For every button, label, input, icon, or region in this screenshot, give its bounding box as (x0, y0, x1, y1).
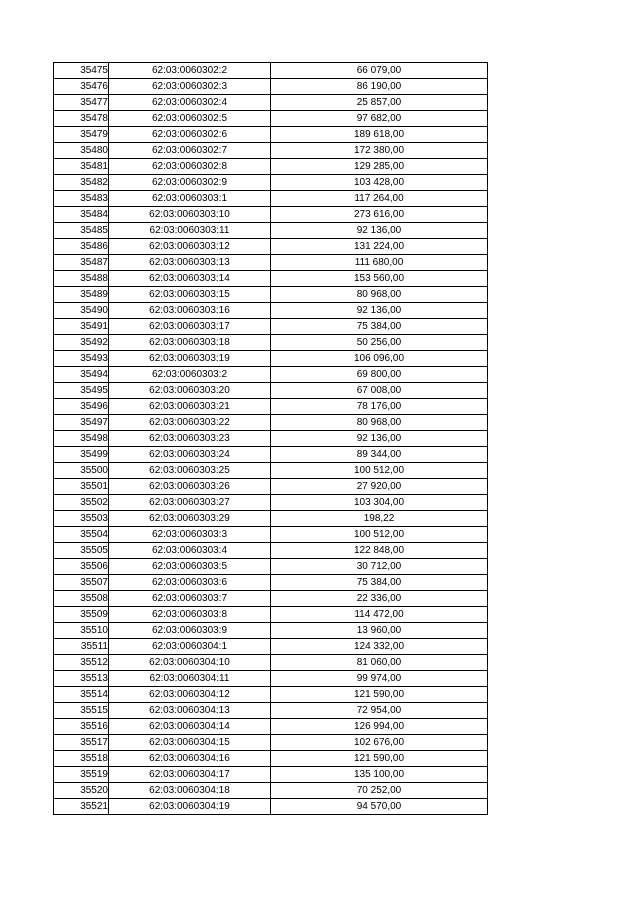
table-row (54, 367, 488, 383)
cadastral-number-cell: 62:03:0060303:9 (109, 623, 271, 639)
cadastral-number-cell: 62:03:0060303:18 (109, 335, 271, 351)
row-number-cell: 35514 (54, 687, 109, 703)
cadastral-number-cell: 62:03:0060304:14 (109, 719, 271, 735)
value-cell: 114 472,00 (271, 607, 488, 623)
cadastral-number-cell: 62:03:0060303:29 (109, 511, 271, 527)
cadastral-number-cell: 62:03:0060303:5 (109, 559, 271, 575)
table-row (54, 463, 488, 479)
cadastral-number-cell: 62:03:0060303:3 (109, 527, 271, 543)
table-row (54, 767, 488, 783)
cadastral-number-cell: 62:03:0060303:22 (109, 415, 271, 431)
table-row (54, 687, 488, 703)
table-row (54, 287, 488, 303)
row-number-cell: 35506 (54, 559, 109, 575)
row-number-cell: 35492 (54, 335, 109, 351)
value-cell: 92 136,00 (271, 303, 488, 319)
cadastral-number-cell: 62:03:0060303:8 (109, 607, 271, 623)
row-number-cell: 35502 (54, 495, 109, 511)
table-row (54, 191, 488, 207)
cadastral-number-cell: 62:03:0060303:21 (109, 399, 271, 415)
value-cell: 81 060,00 (271, 655, 488, 671)
value-cell: 106 096,00 (271, 351, 488, 367)
value-cell: 103 428,00 (271, 175, 488, 191)
table-row (54, 495, 488, 511)
cadastral-number-cell: 62:03:0060303:19 (109, 351, 271, 367)
table-row (54, 399, 488, 415)
cadastral-number-cell: 62:03:0060303:7 (109, 591, 271, 607)
table-row (54, 111, 488, 127)
table-row (54, 175, 488, 191)
row-number-cell: 35498 (54, 431, 109, 447)
value-cell: 30 712,00 (271, 559, 488, 575)
row-number-cell: 35489 (54, 287, 109, 303)
cadastral-number-cell: 62:03:0060302:8 (109, 159, 271, 175)
row-number-cell: 35491 (54, 319, 109, 335)
table-row (54, 127, 488, 143)
row-number-cell: 35478 (54, 111, 109, 127)
cadastral-number-cell: 62:03:0060302:5 (109, 111, 271, 127)
table-row (54, 95, 488, 111)
table-row (54, 799, 488, 815)
row-number-cell: 35510 (54, 623, 109, 639)
value-cell: 100 512,00 (271, 527, 488, 543)
value-cell: 172 380,00 (271, 143, 488, 159)
cadastral-number-cell: 62:03:0060303:11 (109, 223, 271, 239)
table-row (54, 239, 488, 255)
value-cell: 273 616,00 (271, 207, 488, 223)
value-cell: 50 256,00 (271, 335, 488, 351)
table-row (54, 447, 488, 463)
row-number-cell: 35495 (54, 383, 109, 399)
row-number-cell: 35511 (54, 639, 109, 655)
table-row (54, 527, 488, 543)
cadastral-number-cell: 62:03:0060302:6 (109, 127, 271, 143)
table-row (54, 415, 488, 431)
table-row (54, 575, 488, 591)
row-number-cell: 35512 (54, 655, 109, 671)
cadastral-number-cell: 62:03:0060304:16 (109, 751, 271, 767)
value-cell: 75 384,00 (271, 319, 488, 335)
table-row (54, 207, 488, 223)
table-row (54, 671, 488, 687)
table-row (54, 511, 488, 527)
cadastral-number-cell: 62:03:0060303:13 (109, 255, 271, 271)
row-number-cell: 35515 (54, 703, 109, 719)
value-cell: 86 190,00 (271, 79, 488, 95)
value-cell: 121 590,00 (271, 687, 488, 703)
value-cell: 121 590,00 (271, 751, 488, 767)
row-number-cell: 35475 (54, 63, 109, 79)
row-number-cell: 35488 (54, 271, 109, 287)
table-row (54, 255, 488, 271)
row-number-cell: 35503 (54, 511, 109, 527)
value-cell: 67 008,00 (271, 383, 488, 399)
cadastral-number-cell: 62:03:0060302:3 (109, 79, 271, 95)
row-number-cell: 35493 (54, 351, 109, 367)
table-row (54, 543, 488, 559)
row-number-cell: 35477 (54, 95, 109, 111)
table-row (54, 559, 488, 575)
cadastral-number-cell: 62:03:0060304:11 (109, 671, 271, 687)
value-cell: 25 857,00 (271, 95, 488, 111)
row-number-cell: 35487 (54, 255, 109, 271)
cadastral-number-cell: 62:03:0060303:4 (109, 543, 271, 559)
row-number-cell: 35516 (54, 719, 109, 735)
value-cell: 111 680,00 (271, 255, 488, 271)
cadastral-number-cell: 62:03:0060303:23 (109, 431, 271, 447)
table-row (54, 479, 488, 495)
table-row (54, 319, 488, 335)
table-row (54, 383, 488, 399)
row-number-cell: 35484 (54, 207, 109, 223)
table-row (54, 607, 488, 623)
row-number-cell: 35513 (54, 671, 109, 687)
value-cell: 100 512,00 (271, 463, 488, 479)
row-number-cell: 35481 (54, 159, 109, 175)
row-number-cell: 35490 (54, 303, 109, 319)
cadastral-number-cell: 62:03:0060303:2 (109, 367, 271, 383)
value-cell: 89 344,00 (271, 447, 488, 463)
cadastral-number-cell: 62:03:0060303:6 (109, 575, 271, 591)
value-cell: 94 570,00 (271, 799, 488, 815)
row-number-cell: 35479 (54, 127, 109, 143)
row-number-cell: 35483 (54, 191, 109, 207)
cadastral-number-cell: 62:03:0060302:2 (109, 63, 271, 79)
value-cell: 13 960,00 (271, 623, 488, 639)
table-row (54, 143, 488, 159)
table-row (54, 303, 488, 319)
cadastral-number-cell: 62:03:0060303:17 (109, 319, 271, 335)
cadastral-number-cell: 62:03:0060304:10 (109, 655, 271, 671)
cadastral-number-cell: 62:03:0060304:12 (109, 687, 271, 703)
cadastral-number-cell: 62:03:0060304:1 (109, 639, 271, 655)
row-number-cell: 35480 (54, 143, 109, 159)
row-number-cell: 35518 (54, 751, 109, 767)
document-page (53, 62, 487, 815)
cadastral-number-cell: 62:03:0060303:1 (109, 191, 271, 207)
table-row (54, 335, 488, 351)
value-cell: 27 920,00 (271, 479, 488, 495)
table-row (54, 159, 488, 175)
value-cell: 99 974,00 (271, 671, 488, 687)
table-row (54, 63, 488, 79)
row-number-cell: 35496 (54, 399, 109, 415)
row-number-cell: 35509 (54, 607, 109, 623)
value-cell: 198,22 (271, 511, 488, 527)
row-number-cell: 35501 (54, 479, 109, 495)
value-cell: 117 264,00 (271, 191, 488, 207)
value-cell: 97 682,00 (271, 111, 488, 127)
value-cell: 103 304,00 (271, 495, 488, 511)
cadastral-number-cell: 62:03:0060302:4 (109, 95, 271, 111)
value-cell: 78 176,00 (271, 399, 488, 415)
table-row (54, 751, 488, 767)
value-cell: 135 100,00 (271, 767, 488, 783)
table-row (54, 655, 488, 671)
row-number-cell: 35504 (54, 527, 109, 543)
table-row (54, 223, 488, 239)
cadastral-number-cell: 62:03:0060302:9 (109, 175, 271, 191)
table-body (54, 63, 488, 815)
table-row (54, 719, 488, 735)
row-number-cell: 35521 (54, 799, 109, 815)
table-row (54, 79, 488, 95)
cadastral-number-cell: 62:03:0060303:12 (109, 239, 271, 255)
table-row (54, 623, 488, 639)
value-cell: 69 800,00 (271, 367, 488, 383)
cadastral-number-cell: 62:03:0060303:26 (109, 479, 271, 495)
cadastral-value-table (53, 62, 488, 815)
row-number-cell: 35476 (54, 79, 109, 95)
value-cell: 126 994,00 (271, 719, 488, 735)
row-number-cell: 35500 (54, 463, 109, 479)
row-number-cell: 35499 (54, 447, 109, 463)
value-cell: 124 332,00 (271, 639, 488, 655)
row-number-cell: 35485 (54, 223, 109, 239)
cadastral-number-cell: 62:03:0060303:16 (109, 303, 271, 319)
row-number-cell: 35520 (54, 783, 109, 799)
cadastral-number-cell: 62:03:0060304:18 (109, 783, 271, 799)
value-cell: 80 968,00 (271, 287, 488, 303)
value-cell: 80 968,00 (271, 415, 488, 431)
row-number-cell: 35497 (54, 415, 109, 431)
table-row (54, 639, 488, 655)
value-cell: 122 848,00 (271, 543, 488, 559)
row-number-cell: 35482 (54, 175, 109, 191)
cadastral-number-cell: 62:03:0060304:13 (109, 703, 271, 719)
row-number-cell: 35519 (54, 767, 109, 783)
table-row (54, 591, 488, 607)
row-number-cell: 35486 (54, 239, 109, 255)
cadastral-number-cell: 62:03:0060302:7 (109, 143, 271, 159)
value-cell: 72 954,00 (271, 703, 488, 719)
value-cell: 189 618,00 (271, 127, 488, 143)
cadastral-number-cell: 62:03:0060303:15 (109, 287, 271, 303)
value-cell: 70 252,00 (271, 783, 488, 799)
row-number-cell: 35505 (54, 543, 109, 559)
cadastral-number-cell: 62:03:0060303:24 (109, 447, 271, 463)
cadastral-number-cell: 62:03:0060303:20 (109, 383, 271, 399)
cadastral-number-cell: 62:03:0060304:17 (109, 767, 271, 783)
value-cell: 92 136,00 (271, 431, 488, 447)
cadastral-number-cell: 62:03:0060303:14 (109, 271, 271, 287)
value-cell: 131 224,00 (271, 239, 488, 255)
row-number-cell: 35508 (54, 591, 109, 607)
value-cell: 22 336,00 (271, 591, 488, 607)
value-cell: 153 560,00 (271, 271, 488, 287)
table-row (54, 735, 488, 751)
row-number-cell: 35507 (54, 575, 109, 591)
value-cell: 92 136,00 (271, 223, 488, 239)
cadastral-number-cell: 62:03:0060303:27 (109, 495, 271, 511)
row-number-cell: 35517 (54, 735, 109, 751)
table-row (54, 783, 488, 799)
cadastral-number-cell: 62:03:0060304:15 (109, 735, 271, 751)
table-row (54, 271, 488, 287)
cadastral-number-cell: 62:03:0060304:19 (109, 799, 271, 815)
row-number-cell: 35494 (54, 367, 109, 383)
cadastral-number-cell: 62:03:0060303:10 (109, 207, 271, 223)
value-cell: 129 285,00 (271, 159, 488, 175)
value-cell: 102 676,00 (271, 735, 488, 751)
value-cell: 75 384,00 (271, 575, 488, 591)
table-row (54, 703, 488, 719)
table-row (54, 351, 488, 367)
cadastral-number-cell: 62:03:0060303:25 (109, 463, 271, 479)
value-cell: 66 079,00 (271, 63, 488, 79)
table-row (54, 431, 488, 447)
